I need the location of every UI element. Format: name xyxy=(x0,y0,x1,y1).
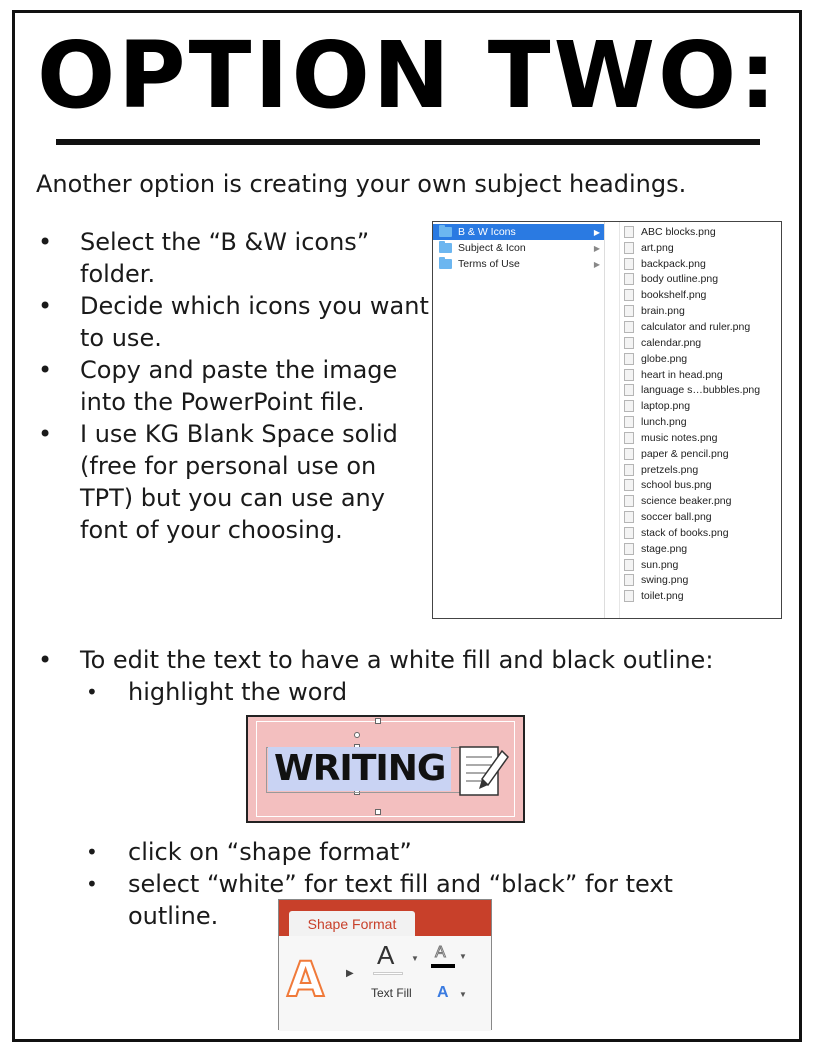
text-fill-button[interactable]: A xyxy=(377,940,395,970)
folder-item-bw-icons[interactable]: B & W Icons ▶ xyxy=(433,224,604,240)
folder-icon xyxy=(439,259,452,269)
list-item: • click on “shape format” xyxy=(86,836,726,868)
file-name: backpack.png xyxy=(641,257,706,270)
file-item[interactable] xyxy=(620,525,781,541)
folder-column xyxy=(433,222,605,618)
list-item: • select “white” for text fill and “black” for text outline. xyxy=(86,868,726,932)
shape-format-ribbon xyxy=(278,899,492,1030)
intro-text: Another option is creating your own subject headings. xyxy=(36,170,687,198)
file-item[interactable] xyxy=(620,303,781,319)
file-icon xyxy=(624,337,634,349)
file-name: brain.png xyxy=(641,305,685,318)
file-item[interactable] xyxy=(620,509,781,525)
file-name: paper & pencil.png xyxy=(641,447,729,460)
file-icon xyxy=(624,369,634,381)
chevron-down-icon[interactable]: ▼ xyxy=(459,952,467,961)
file-item[interactable] xyxy=(620,541,781,557)
chevron-right-icon: ▶ xyxy=(593,227,600,237)
list-item: • Select the “B &W icons” folder. xyxy=(38,226,433,290)
file-item[interactable] xyxy=(620,398,781,414)
text-effects-button[interactable]: A xyxy=(437,984,449,1001)
notebook-pencil-icon xyxy=(458,745,510,799)
file-name: language s…bubbles.png xyxy=(641,384,761,397)
file-name: ABC blocks.png xyxy=(641,225,716,238)
file-icon xyxy=(624,273,634,285)
file-item[interactable] xyxy=(620,367,781,383)
chevron-right-icon: ▶ xyxy=(593,259,600,269)
file-icon xyxy=(624,226,634,238)
page-title: OPTION TWO: xyxy=(36,22,780,129)
chevron-down-icon[interactable]: ▼ xyxy=(459,990,467,999)
file-icon xyxy=(624,432,634,444)
file-item[interactable] xyxy=(620,382,781,398)
file-item[interactable] xyxy=(620,462,781,478)
file-name: body outline.png xyxy=(641,273,719,286)
chevron-right-icon[interactable]: ▶ xyxy=(346,968,354,979)
edit-instruction-list xyxy=(38,644,798,676)
tab-shape-format[interactable]: Shape Format xyxy=(289,911,415,937)
file-name: soccer ball.png xyxy=(641,511,712,524)
file-column xyxy=(619,222,781,618)
rotate-handle xyxy=(354,732,360,738)
file-item[interactable] xyxy=(620,478,781,494)
file-item[interactable] xyxy=(620,573,781,589)
file-name: music notes.png xyxy=(641,431,718,444)
sub-step-list xyxy=(86,676,726,708)
file-name: swing.png xyxy=(641,574,689,587)
file-icon xyxy=(624,495,634,507)
list-item: • Copy and paste the image into the PowerPoint file. xyxy=(38,354,433,418)
list-item: • Decide which icons you want to use. xyxy=(38,290,433,354)
instruction-list xyxy=(38,226,433,546)
file-name: bookshelf.png xyxy=(641,289,707,302)
file-icon xyxy=(624,511,634,523)
file-item[interactable] xyxy=(620,240,781,256)
file-name: toilet.png xyxy=(641,590,684,603)
chevron-down-icon[interactable]: ▼ xyxy=(411,954,419,963)
file-name: calculator and ruler.png xyxy=(641,320,751,333)
file-icon xyxy=(624,242,634,254)
file-item[interactable] xyxy=(620,287,781,303)
file-item[interactable] xyxy=(620,272,781,288)
text-fill-color-swatch xyxy=(373,972,403,975)
text-outline-button[interactable]: A xyxy=(435,944,446,961)
file-name: heart in head.png xyxy=(641,368,723,381)
file-icon xyxy=(624,384,634,396)
file-name: globe.png xyxy=(641,352,688,365)
file-icon xyxy=(624,321,634,333)
file-item[interactable] xyxy=(620,351,781,367)
file-item[interactable] xyxy=(620,335,781,351)
file-item[interactable] xyxy=(620,224,781,240)
file-item[interactable] xyxy=(620,430,781,446)
writing-example-image xyxy=(246,715,525,823)
chevron-right-icon: ▶ xyxy=(593,243,600,253)
file-name: school bus.png xyxy=(641,479,712,492)
resize-handle xyxy=(375,809,381,815)
file-name: pretzels.png xyxy=(641,463,699,476)
resize-handle xyxy=(375,718,381,724)
file-icon xyxy=(624,479,634,491)
file-icon xyxy=(624,448,634,460)
file-icon xyxy=(624,543,634,555)
file-icon xyxy=(624,353,634,365)
title-underline xyxy=(56,139,760,145)
file-name: stack of books.png xyxy=(641,526,729,539)
file-name: lunch.png xyxy=(641,416,687,429)
folder-icon xyxy=(439,243,452,253)
file-icon xyxy=(624,258,634,270)
list-item: • I use KG Blank Space solid (free for personal use on TPT) but you can use any font of your choosing. xyxy=(38,418,433,546)
file-item[interactable] xyxy=(620,557,781,573)
file-item[interactable] xyxy=(620,256,781,272)
file-icon xyxy=(624,590,634,602)
text-fill-label: Text Fill xyxy=(371,986,412,1000)
file-icon xyxy=(624,464,634,476)
file-item[interactable] xyxy=(620,493,781,509)
file-name: calendar.png xyxy=(641,336,702,349)
file-item[interactable] xyxy=(620,588,781,604)
file-item[interactable] xyxy=(620,446,781,462)
folder-item-subject-icon[interactable]: Subject & Icon ▶ xyxy=(433,240,604,256)
file-icon xyxy=(624,574,634,586)
file-item[interactable] xyxy=(620,414,781,430)
list-item: • highlight the word xyxy=(86,676,726,708)
file-name: stage.png xyxy=(641,542,688,555)
file-icon xyxy=(624,289,634,301)
file-name: sun.png xyxy=(641,558,679,571)
file-icon xyxy=(624,416,634,428)
file-icon xyxy=(624,305,634,317)
finder-window xyxy=(432,221,782,619)
file-icon xyxy=(624,559,634,571)
file-name: laptop.png xyxy=(641,400,691,413)
list-item: • To edit the text to have a white fill and black outline: xyxy=(38,644,798,676)
text-outline-color-swatch xyxy=(431,964,455,968)
file-item[interactable] xyxy=(620,319,781,335)
highlighted-word: WRITING xyxy=(268,747,451,791)
folder-icon xyxy=(439,227,452,237)
wordart-style-button[interactable]: A xyxy=(287,952,325,1008)
file-icon xyxy=(624,527,634,539)
file-name: science beaker.png xyxy=(641,495,732,508)
file-icon xyxy=(624,400,634,412)
file-name: art.png xyxy=(641,241,674,254)
folder-item-terms-of-use[interactable]: Terms of Use ▶ xyxy=(433,256,604,272)
